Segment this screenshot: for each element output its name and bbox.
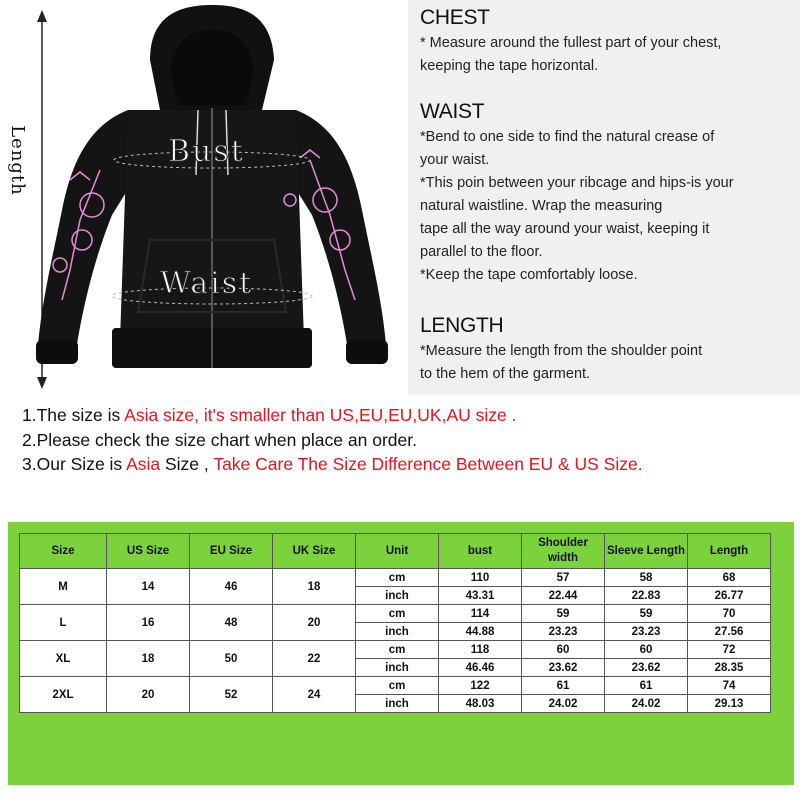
size-cell: XL xyxy=(20,641,107,677)
eu-size-cell: 48 xyxy=(190,605,273,641)
header-bust: bust xyxy=(439,534,522,569)
shoulder-cell: 23.23 xyxy=(522,623,605,641)
length-cell: 29.13 xyxy=(688,695,771,713)
garment-illustration xyxy=(0,0,420,400)
note-2: 2.Please check the size chart when place an order. xyxy=(22,429,417,450)
unit-cell: cm xyxy=(356,641,439,659)
us-size-cell: 18 xyxy=(107,641,190,677)
table-header-row xyxy=(20,534,771,569)
unit-cell: inch xyxy=(356,623,439,641)
sleeve-cell: 58 xyxy=(605,569,688,587)
uk-size-cell: 20 xyxy=(273,605,356,641)
measurement-guide xyxy=(408,0,800,395)
table-row xyxy=(20,677,771,695)
length-cell: 74 xyxy=(688,677,771,695)
shoulder-cell: 23.62 xyxy=(522,659,605,677)
bust-cell: 48.03 xyxy=(439,695,522,713)
eu-size-cell: 50 xyxy=(190,641,273,677)
header-size: Size xyxy=(20,534,107,569)
length-line: *Measure the length from the shoulder point xyxy=(420,343,703,359)
bust-cell: 44.88 xyxy=(439,623,522,641)
note-3: 3.Our Size is Asia Size , Take Care The Size Difference Between EU & US Size. xyxy=(22,454,643,474)
header-eu-size: EU Size xyxy=(190,534,273,569)
size-cell: M xyxy=(20,569,107,605)
unit-cell: cm xyxy=(356,677,439,695)
length-cell: 68 xyxy=(688,569,771,587)
waist-line: *Keep the tape comfortably loose. xyxy=(420,267,638,283)
sleeve-cell: 59 xyxy=(605,605,688,623)
bust-cell: 114 xyxy=(439,605,522,623)
shoulder-cell: 59 xyxy=(522,605,605,623)
table-row xyxy=(20,569,771,587)
size-cell: L xyxy=(20,605,107,641)
us-size-cell: 16 xyxy=(107,605,190,641)
hoodie-image xyxy=(0,0,420,400)
shoulder-cell: 22.44 xyxy=(522,587,605,605)
unit-cell: cm xyxy=(356,569,439,587)
shoulder-cell: 60 xyxy=(522,641,605,659)
size-chart-table xyxy=(19,533,771,713)
shoulder-cell: 24.02 xyxy=(522,695,605,713)
sleeve-cell: 24.02 xyxy=(605,695,688,713)
waist-line: tape all the way around your waist, keeping it xyxy=(420,221,710,237)
length-cell: 27.56 xyxy=(688,623,771,641)
unit-cell: inch xyxy=(356,587,439,605)
waist-line: *This poin between your ribcage and hips-is your xyxy=(420,175,734,191)
shoulder-cell: 57 xyxy=(522,569,605,587)
header-us-size: US Size xyxy=(107,534,190,569)
length-heading: LENGTH xyxy=(420,314,504,337)
bust-cell: 43.31 xyxy=(439,587,522,605)
unit-cell: cm xyxy=(356,605,439,623)
length-arrow-bottom xyxy=(37,377,47,389)
chest-heading: CHEST xyxy=(420,6,490,29)
waist-text xyxy=(420,126,800,287)
length-arrow-top xyxy=(37,10,47,22)
header-sleeve-length: Sleeve Length xyxy=(605,534,688,569)
waist-line: *Bend to one side to find the natural crease of xyxy=(420,129,715,145)
bust-label: Bust xyxy=(168,134,245,169)
unit-cell: inch xyxy=(356,659,439,677)
table-row xyxy=(20,605,771,623)
chest-line: * Measure around the fullest part of your chest, xyxy=(420,35,722,51)
sleeve-cell: 23.23 xyxy=(605,623,688,641)
length-cell: 26.77 xyxy=(688,587,771,605)
unit-cell: inch xyxy=(356,695,439,713)
uk-size-cell: 24 xyxy=(273,677,356,713)
waist-label: Waist xyxy=(160,266,254,301)
sleeve-cell: 61 xyxy=(605,677,688,695)
sleeve-cell: 23.62 xyxy=(605,659,688,677)
length-text xyxy=(420,340,800,386)
header-length: Length xyxy=(688,534,771,569)
header-uk-size: UK Size xyxy=(273,534,356,569)
length-line: to the hem of the garment. xyxy=(420,366,591,382)
bust-cell: 118 xyxy=(439,641,522,659)
length-cell: 28.35 xyxy=(688,659,771,677)
table-row xyxy=(20,641,771,659)
us-size-cell: 14 xyxy=(107,569,190,605)
uk-size-cell: 22 xyxy=(273,641,356,677)
note-1: 1.The size is Asia size, it's smaller than US,EU,EU,UK,AU size . xyxy=(22,405,517,425)
waist-line: parallel to the floor. xyxy=(420,244,543,260)
sleeve-cell: 60 xyxy=(605,641,688,659)
length-label: Length xyxy=(6,125,28,196)
left-cuff xyxy=(36,340,78,364)
bust-cell: 46.46 xyxy=(439,659,522,677)
size-notes xyxy=(22,403,643,477)
length-cell: 72 xyxy=(688,641,771,659)
size-cell: 2XL xyxy=(20,677,107,713)
eu-size-cell: 52 xyxy=(190,677,273,713)
chest-text xyxy=(420,32,800,78)
right-cuff xyxy=(346,340,388,364)
sleeve-cell: 22.83 xyxy=(605,587,688,605)
header-unit: Unit xyxy=(356,534,439,569)
waist-line: natural waistline. Wrap the measuring xyxy=(420,198,663,214)
length-cell: 70 xyxy=(688,605,771,623)
chest-line: keeping the tape horizontal. xyxy=(420,58,599,74)
bust-cell: 110 xyxy=(439,569,522,587)
eu-size-cell: 46 xyxy=(190,569,273,605)
uk-size-cell: 18 xyxy=(273,569,356,605)
header-shoulder-width: Shoulder width xyxy=(522,534,605,569)
us-size-cell: 20 xyxy=(107,677,190,713)
waist-heading: WAIST xyxy=(420,100,485,123)
waist-line: your waist. xyxy=(420,152,490,168)
shoulder-cell: 61 xyxy=(522,677,605,695)
bust-cell: 122 xyxy=(439,677,522,695)
